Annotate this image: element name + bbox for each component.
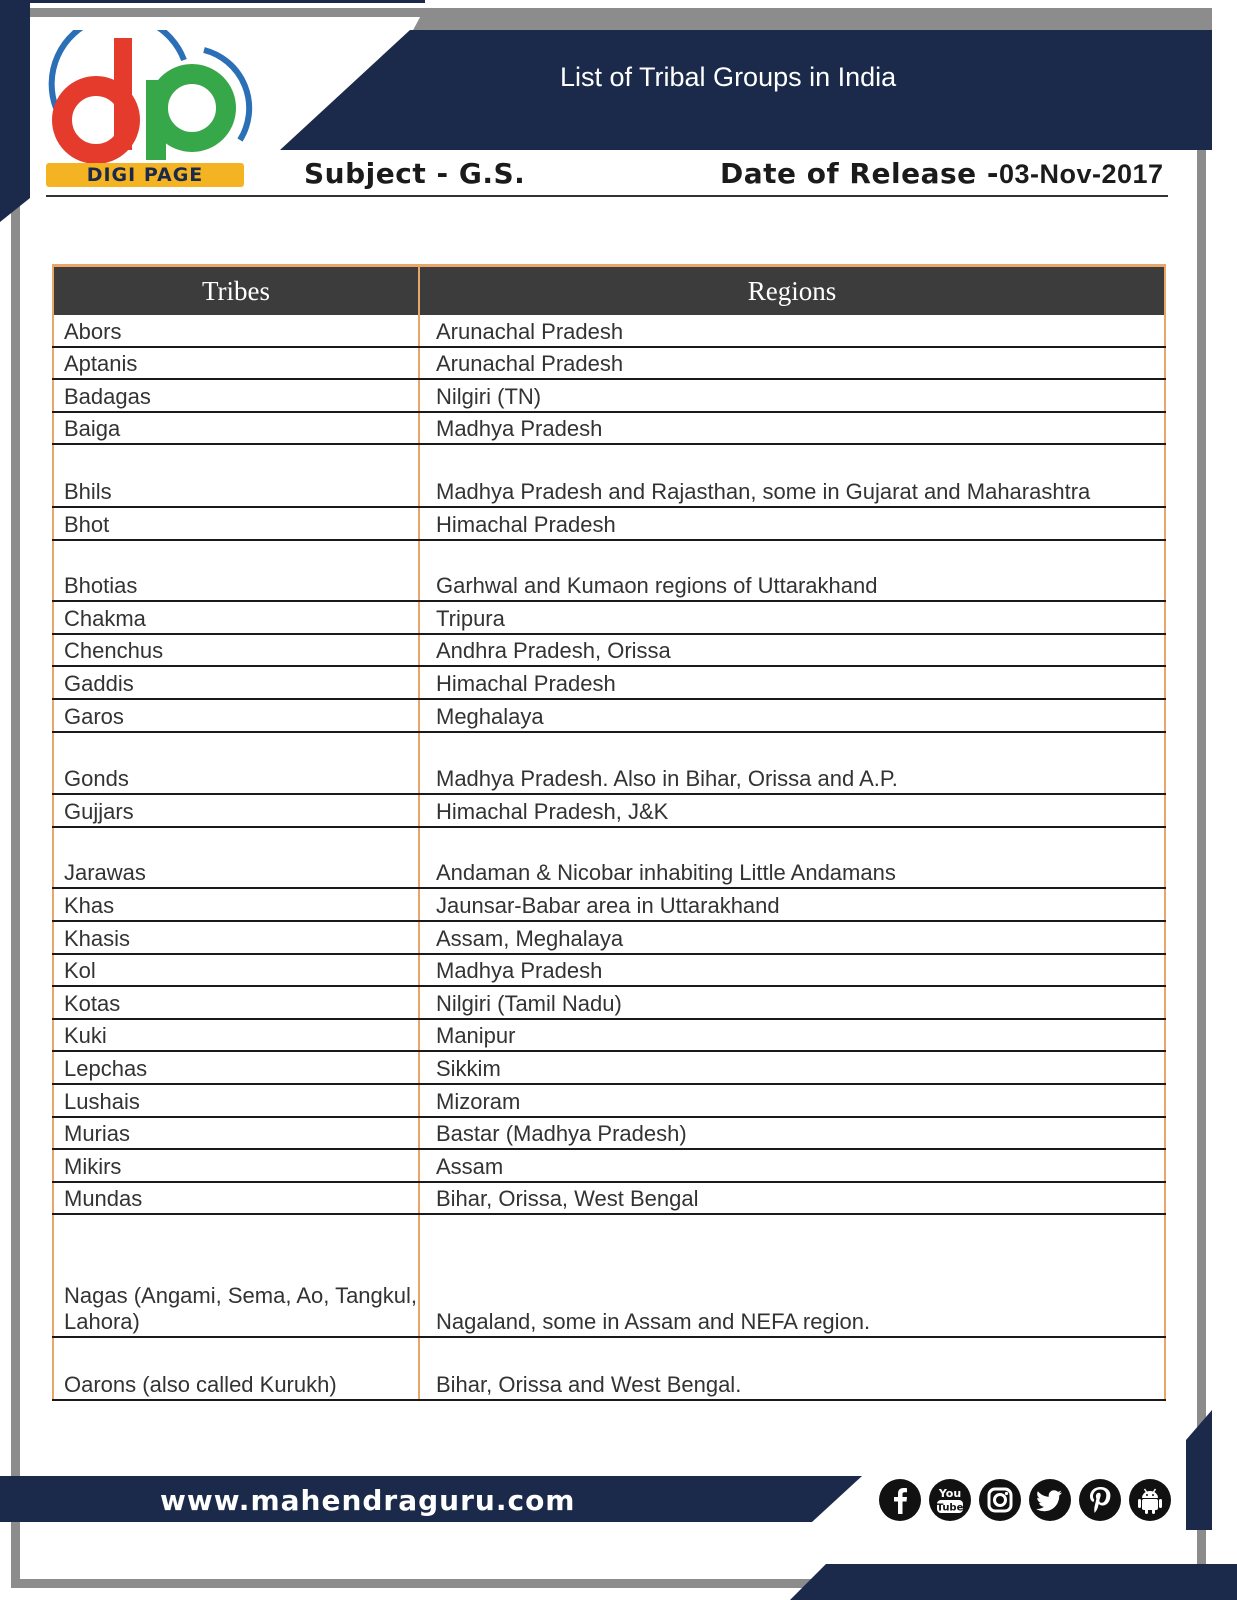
tribe-cell: Kol: [53, 954, 419, 986]
instagram-icon[interactable]: [978, 1478, 1022, 1522]
region-cell: Manipur: [419, 1019, 1165, 1051]
table-row: [53, 1117, 1165, 1149]
table-row: [53, 732, 1165, 794]
tribe-cell: Kuki: [53, 1019, 419, 1051]
table-row: [53, 827, 1165, 888]
tribe-cell: Mundas: [53, 1182, 419, 1214]
tribe-cell: Gaddis: [53, 666, 419, 699]
table-row: [53, 507, 1165, 540]
youtube-icon[interactable]: [928, 1478, 972, 1522]
twitter-icon[interactable]: [1028, 1478, 1072, 1522]
tribe-cell: Bhils: [53, 444, 419, 507]
table-row: [53, 1214, 1165, 1337]
region-cell: Andaman & Nicobar inhabiting Little Andamans: [419, 827, 1165, 888]
region-cell: Himachal Pradesh: [419, 507, 1165, 540]
tribe-cell: Badagas: [53, 379, 419, 412]
tribe-cell: Nagas (Angami, Sema, Ao, Tangkul, Lahora): [53, 1214, 419, 1337]
android-icon[interactable]: [1128, 1478, 1172, 1522]
region-cell: Tripura: [419, 601, 1165, 634]
tribes-table: [52, 264, 1166, 1401]
tribe-cell: Aptanis: [53, 347, 419, 379]
header-rule: [46, 195, 1168, 197]
table-row: [53, 379, 1165, 412]
table-row: [53, 1182, 1165, 1214]
table-row: [53, 986, 1165, 1019]
svg-text:Tube: Tube: [936, 1502, 964, 1514]
tribe-cell: Gujjars: [53, 794, 419, 827]
release-label: Date of Release -: [720, 157, 999, 190]
column-header-regions: Regions: [419, 266, 1165, 316]
region-cell: Assam: [419, 1149, 1165, 1182]
region-cell: Jaunsar-Babar area in Uttarakhand: [419, 888, 1165, 921]
tribe-cell: Gonds: [53, 732, 419, 794]
table-row: [53, 634, 1165, 666]
tribe-cell: Jarawas: [53, 827, 419, 888]
facebook-icon[interactable]: [878, 1478, 922, 1522]
region-cell: Andhra Pradesh, Orissa: [419, 634, 1165, 666]
tribe-cell: Garos: [53, 699, 419, 732]
page-title: List of Tribal Groups in India: [560, 62, 897, 92]
tribe-cell: Baiga: [53, 412, 419, 444]
tribe-cell: Chakma: [53, 601, 419, 634]
region-cell: Madhya Pradesh. Also in Bihar, Orissa and A.P.: [419, 732, 1165, 794]
table-row: [53, 315, 1165, 347]
tribe-cell: Abors: [53, 315, 419, 347]
website-url[interactable]: www.mahendraguru.com: [160, 1484, 576, 1517]
region-cell: Madhya Pradesh and Rajasthan, some in Gujarat and Maharashtra: [419, 444, 1165, 507]
tribe-cell: Chenchus: [53, 634, 419, 666]
table-row: [53, 347, 1165, 379]
table-row: [53, 1337, 1165, 1400]
tribe-cell: Khas: [53, 888, 419, 921]
release-date: 03-Nov-2017: [998, 159, 1164, 189]
brand-banner: DIGI PAGE: [46, 163, 244, 187]
region-cell: Mizoram: [419, 1084, 1165, 1117]
tribe-cell: Bhot: [53, 507, 419, 540]
tribe-cell: Mikirs: [53, 1149, 419, 1182]
pinterest-icon[interactable]: [1078, 1478, 1122, 1522]
region-cell: Nilgiri (TN): [419, 379, 1165, 412]
table-row: [53, 1019, 1165, 1051]
region-cell: Meghalaya: [419, 699, 1165, 732]
tribe-cell: Khasis: [53, 921, 419, 954]
region-cell: Madhya Pradesh: [419, 412, 1165, 444]
table-row: [53, 954, 1165, 986]
table-row: [53, 1051, 1165, 1084]
table-row: [53, 540, 1165, 601]
table-row: [53, 601, 1165, 634]
table-row: [53, 888, 1165, 921]
table-row: [53, 1084, 1165, 1117]
subject-label: Subject - G.S.: [304, 157, 526, 190]
tribe-cell: Kotas: [53, 986, 419, 1019]
region-cell: Madhya Pradesh: [419, 954, 1165, 986]
region-cell: Arunachal Pradesh: [419, 347, 1165, 379]
table-row: [53, 794, 1165, 827]
region-cell: Sikkim: [419, 1051, 1165, 1084]
region-cell: Garhwal and Kumaon regions of Uttarakhand: [419, 540, 1165, 601]
tribe-cell: Lushais: [53, 1084, 419, 1117]
tribe-cell: Lepchas: [53, 1051, 419, 1084]
table-header-row: [53, 266, 1165, 316]
column-header-tribes: Tribes: [53, 266, 419, 316]
release-info: [720, 157, 1164, 190]
table-row: [53, 921, 1165, 954]
tribe-cell: Oarons (also called Kurukh): [53, 1337, 419, 1400]
region-cell: Bastar (Madhya Pradesh): [419, 1117, 1165, 1149]
table-row: [53, 1149, 1165, 1182]
region-cell: Nilgiri (Tamil Nadu): [419, 986, 1165, 1019]
region-cell: Assam, Meghalaya: [419, 921, 1165, 954]
region-cell: Nagaland, some in Assam and NEFA region.: [419, 1214, 1165, 1337]
region-cell: Himachal Pradesh, J&K: [419, 794, 1165, 827]
tribe-cell: Bhotias: [53, 540, 419, 601]
table-row: [53, 666, 1165, 699]
tribe-cell: Murias: [53, 1117, 419, 1149]
region-cell: Himachal Pradesh: [419, 666, 1165, 699]
table-row: [53, 444, 1165, 507]
region-cell: Arunachal Pradesh: [419, 315, 1165, 347]
table-row: [53, 699, 1165, 732]
table-row: [53, 412, 1165, 444]
region-cell: Bihar, Orissa, West Bengal: [419, 1182, 1165, 1214]
svg-text:You: You: [938, 1487, 962, 1500]
region-cell: Bihar, Orissa and West Bengal.: [419, 1337, 1165, 1400]
